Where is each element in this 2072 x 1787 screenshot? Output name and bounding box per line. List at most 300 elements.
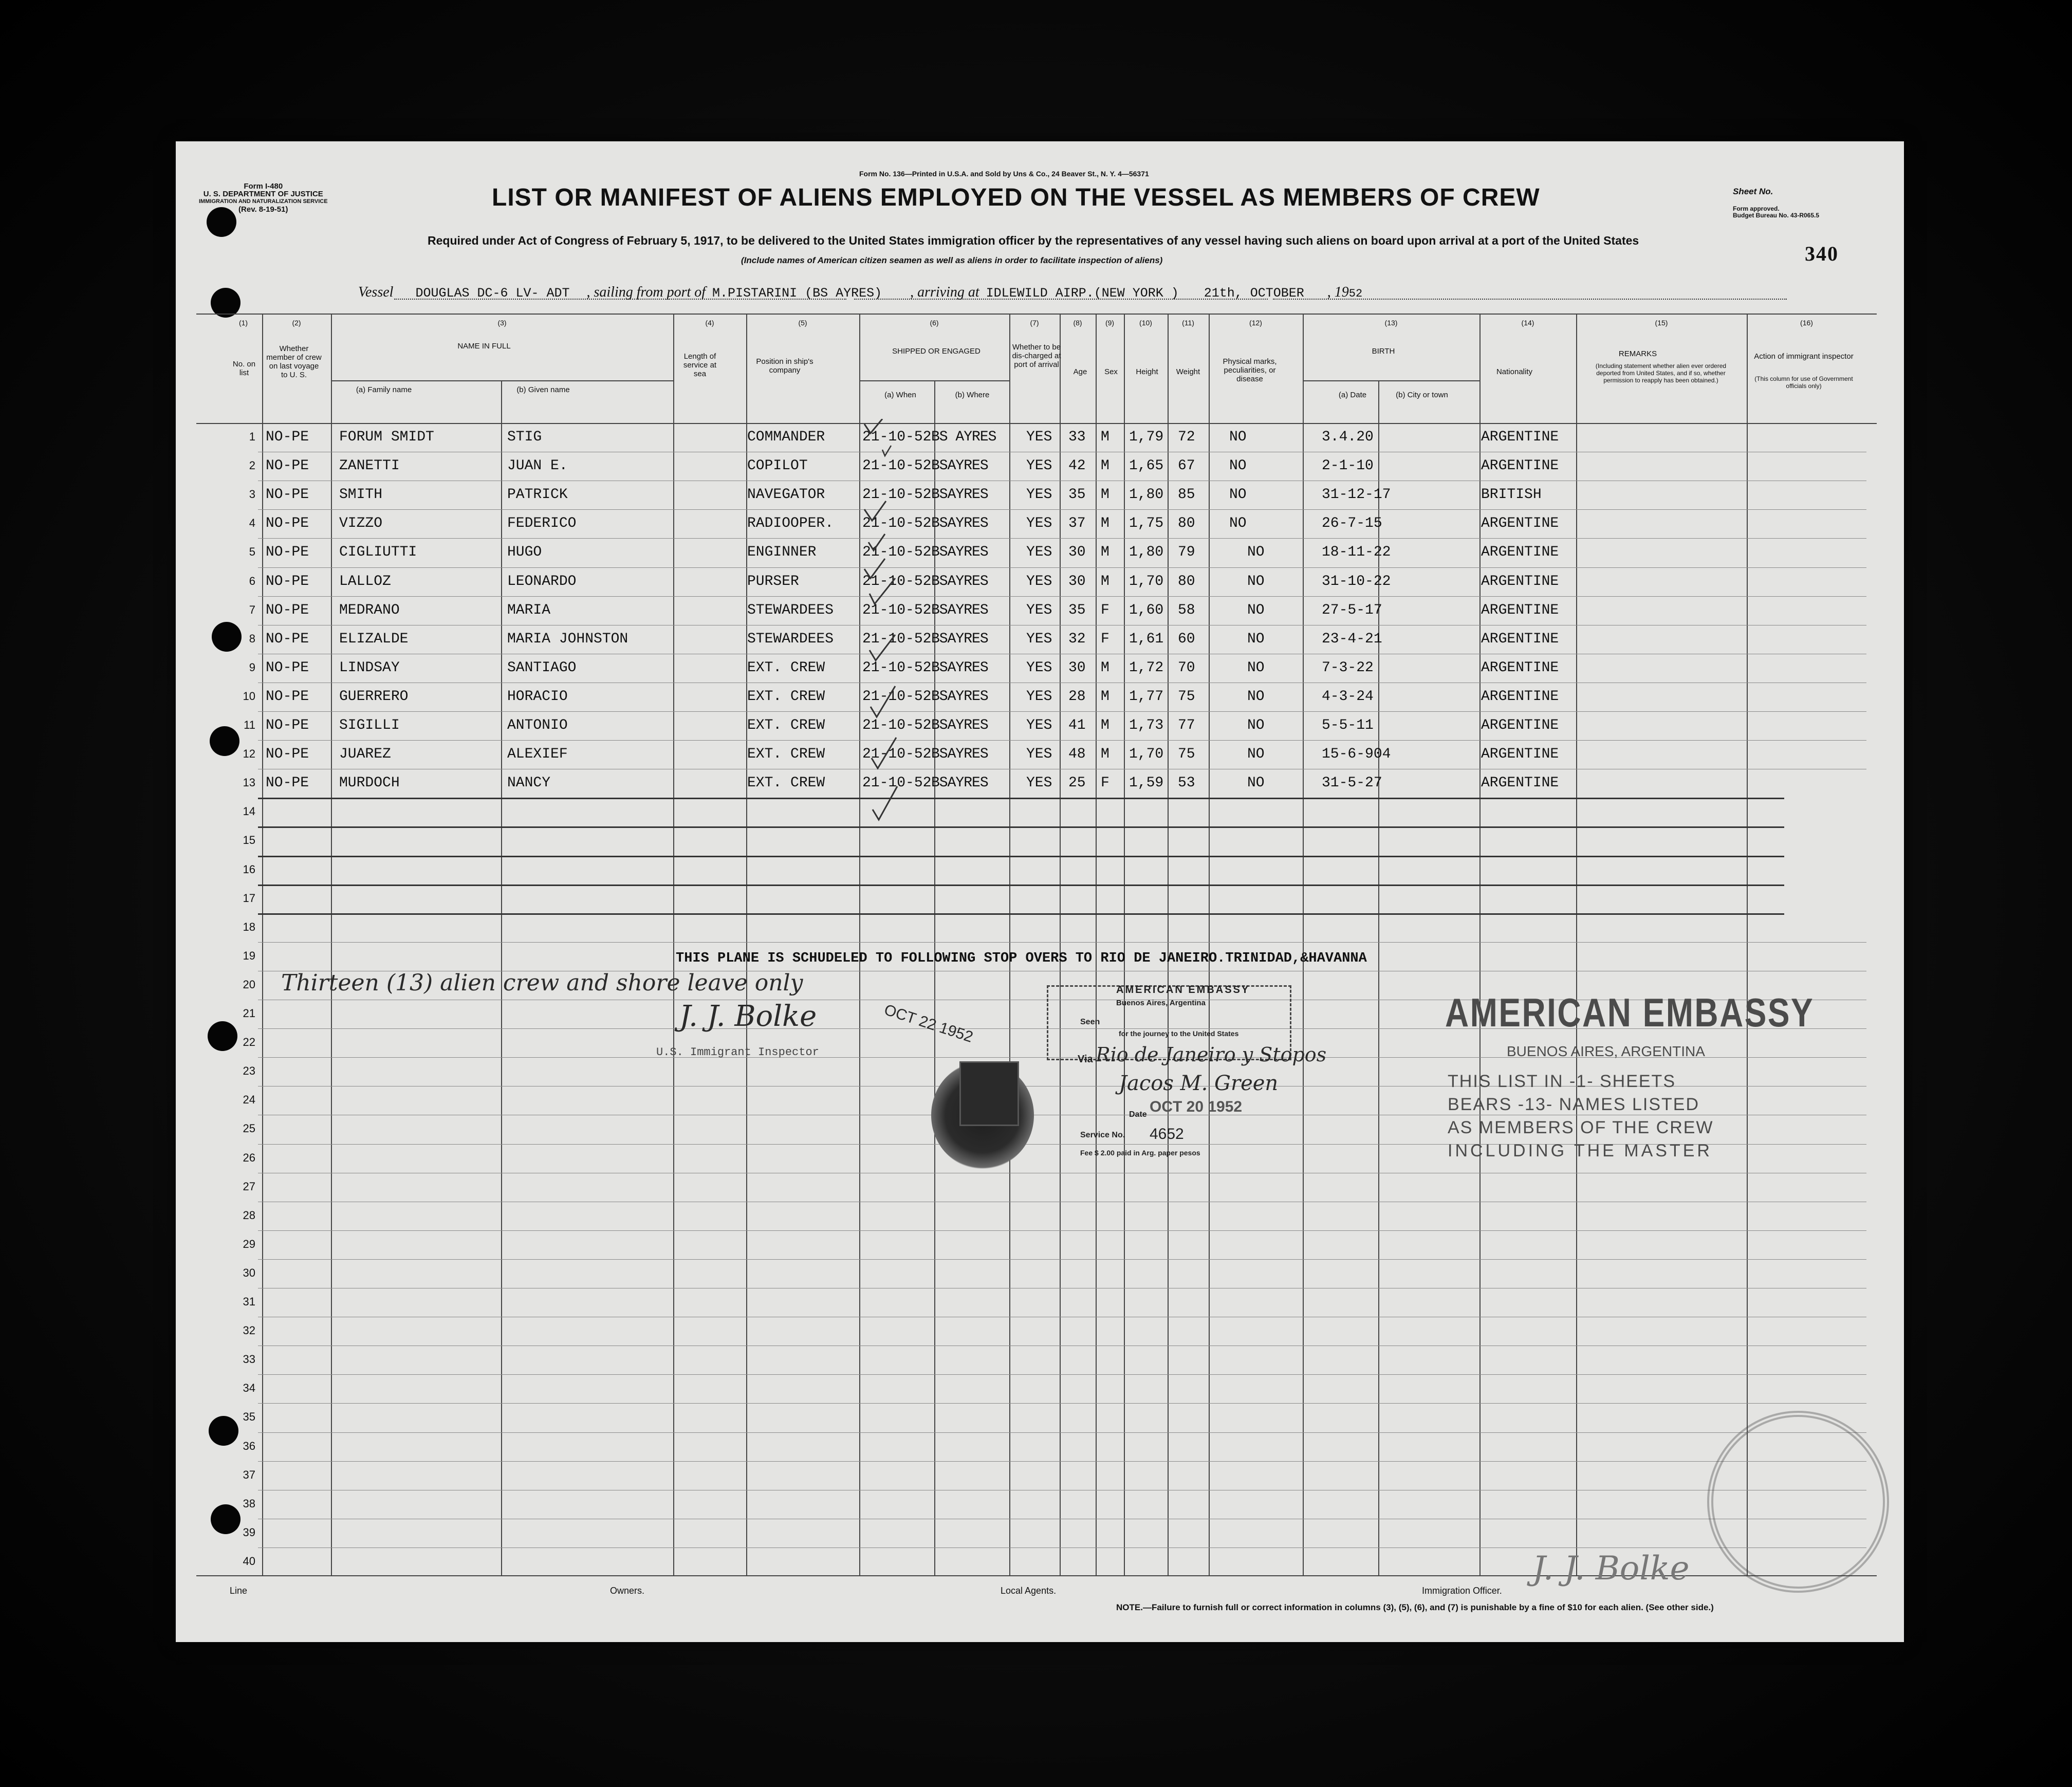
cell-height: 1,60 — [1129, 602, 1164, 618]
budget-number: Budget Bureau No. 43-R065.5 — [1733, 212, 1820, 219]
row-rule — [258, 567, 1866, 568]
service: IMMIGRATION AND NATURALIZATION SERVICE — [199, 198, 328, 205]
cell-weight: 67 — [1178, 458, 1195, 474]
handwritten-note: Thirteen (13) alien crew and shore leave only — [281, 970, 803, 996]
cell-member: NO-PE — [266, 746, 309, 762]
cell-age: 30 — [1068, 544, 1086, 560]
cell-sex: M — [1101, 515, 1109, 531]
footer-owners: Owners. — [610, 1586, 645, 1596]
budget-approval — [1733, 206, 1819, 219]
row-number: 13 — [243, 776, 255, 789]
cell-where: BSAYRES — [931, 746, 988, 762]
cell-disch: YES — [1026, 660, 1052, 676]
cell-sex: M — [1101, 574, 1109, 589]
cell-nationality: ARGENTINE — [1481, 775, 1559, 791]
cell-age: 41 — [1068, 717, 1086, 733]
cell-height: 1,80 — [1129, 544, 1164, 560]
arrival-underline — [1273, 299, 1787, 300]
cell-given: NANCY — [507, 775, 551, 791]
cell-height: 1,61 — [1129, 631, 1164, 647]
cell-given: LEONARDO — [507, 574, 577, 589]
cell-height: 1,65 — [1129, 458, 1164, 474]
column-divider — [1209, 314, 1210, 1575]
cell-dob: 3.4.20 — [1322, 429, 1374, 445]
cell-family: MURDOCH — [339, 775, 400, 791]
cell-where: BSAYRES — [931, 487, 988, 503]
cell-age: 30 — [1068, 574, 1086, 589]
check-mark-icon — [864, 419, 882, 433]
row-number: 11 — [244, 719, 255, 731]
heading-nationality: Nationality — [1496, 367, 1533, 376]
cell-where: BSAYRES — [931, 574, 988, 589]
department: U. S. DEPARTMENT OF JUSTICE — [203, 190, 323, 198]
sheet-number-label: Sheet No. — [1733, 187, 1773, 196]
cell-sex: F — [1101, 775, 1109, 791]
departure-port: M.PISTARINI (BS AYRES) — [712, 286, 882, 301]
cell-given: JUAN E. — [507, 458, 568, 474]
cell-family: SIGILLI — [339, 717, 400, 733]
heading-shipped: SHIPPED OR ENGAGED — [892, 347, 980, 356]
cell-position: NAVEGATOR — [747, 487, 825, 503]
cell-dob: 31-10-22 — [1322, 574, 1391, 589]
inspector-title: U.S. Immigrant Inspector — [656, 1046, 819, 1059]
cell-member: NO-PE — [266, 631, 309, 647]
arriving-label: , arriving at — [910, 284, 979, 300]
cell-weight: 77 — [1178, 717, 1195, 733]
vessel-name: DOUGLAS DC-6 LV- ADT — [415, 286, 570, 301]
cell-member: NO-PE — [266, 515, 309, 531]
cell-age: 35 — [1068, 602, 1086, 618]
column-divider — [262, 314, 263, 1575]
column-divider — [1009, 314, 1010, 1575]
inspector-signature: J. J. Bolke — [679, 1000, 817, 1033]
cell-dob: 31-12-17 — [1322, 487, 1391, 503]
cell-weight: 79 — [1178, 544, 1195, 560]
row-rule — [258, 798, 1784, 799]
cell-family: JUAREZ — [339, 746, 391, 762]
cell-family: MEDRANO — [339, 602, 400, 618]
row-rule — [258, 856, 1784, 857]
cell-member: NO-PE — [266, 458, 309, 474]
cell-sex: M — [1101, 689, 1109, 705]
row-number: 40 — [243, 1555, 255, 1568]
row-number: 38 — [243, 1497, 255, 1510]
cell-dob: 18-11-22 — [1322, 544, 1391, 560]
cell-given: HUGO — [507, 544, 542, 560]
row-number: 19 — [243, 949, 255, 962]
cell-weight: 72 — [1178, 429, 1195, 445]
row-number: 36 — [243, 1440, 255, 1452]
cell-where: BSAYRES — [931, 458, 988, 474]
consular-stamp-city: Buenos Aires, Argentina — [1116, 999, 1206, 1007]
cell-position: COPILOT — [747, 458, 808, 474]
row-number: 5 — [249, 545, 255, 558]
heading-family-name: (a) Family name — [356, 385, 412, 394]
row-number: 1 — [249, 430, 255, 443]
check-marks — [859, 419, 921, 933]
column-number-label: (14) — [1521, 319, 1534, 327]
row-number: 10 — [243, 690, 255, 703]
column-divider — [1747, 314, 1748, 1575]
cell-height: 1,79 — [1129, 429, 1164, 445]
column-number-label: (15) — [1655, 319, 1668, 327]
cell-position: EXT. CREW — [747, 717, 825, 733]
row-number: 8 — [249, 632, 255, 645]
cell-when: 21-10-52 — [862, 602, 932, 618]
table-top-rule — [196, 314, 1877, 315]
cell-nationality: ARGENTINE — [1481, 631, 1559, 647]
cell-when: 21-10-52 — [862, 574, 932, 589]
cell-where: BS AYRES — [931, 429, 996, 445]
include-subtitle: (Include names of American citizen seamen as well as aliens in order to facilitate inspection of aliens) — [741, 255, 1163, 265]
sailing-label: , sailing from port of — [586, 284, 706, 300]
heading-length-service: Length of service at sea — [683, 352, 717, 378]
cell-member: NO-PE — [266, 717, 309, 733]
cell-position: PURSER — [747, 574, 799, 589]
cell-family: LINDSAY — [339, 660, 400, 676]
cell-family: ZANETTI — [339, 458, 400, 474]
cell-given: ANTONIO — [507, 717, 568, 733]
heading-no-on-list: No. on list — [232, 360, 256, 377]
cell-dob: 23-4-21 — [1322, 631, 1382, 647]
consular-stamp-embassy: AMERICAN EMBASSY — [1116, 984, 1250, 996]
cell-disch: YES — [1026, 458, 1052, 474]
cell-sex: M — [1101, 487, 1109, 503]
row-number: 39 — [243, 1526, 255, 1539]
subheader-rule — [1303, 380, 1479, 381]
officer-signature: J. J. Bolke — [1532, 1550, 1690, 1588]
cell-nationality: ARGENTINE — [1481, 429, 1559, 445]
cell-position: STEWARDEES — [747, 631, 834, 647]
printer-line: Form No. 136—Printed in U.S.A. and Sold by Uns & Co., 24 Beaver St., N. Y. 4—56371 — [859, 170, 1149, 178]
cell-nationality: ARGENTINE — [1481, 515, 1559, 531]
cell-marks: NO — [1247, 717, 1265, 733]
cell-given: HORACIO — [507, 689, 568, 705]
row-number: 2 — [249, 459, 255, 472]
cell-height: 1,77 — [1129, 689, 1164, 705]
row-rule — [258, 740, 1866, 741]
consular-service-number: 4652 — [1150, 1126, 1184, 1143]
column-divider — [1096, 314, 1097, 1575]
arrival-date: 21th, OCTOBER — [1204, 286, 1304, 301]
cell-height: 1,80 — [1129, 487, 1164, 503]
cell-sex: M — [1101, 544, 1109, 560]
cell-member: NO-PE — [266, 660, 309, 676]
footer-line: Line — [230, 1586, 248, 1596]
cell-disch: YES — [1026, 602, 1052, 618]
vessel-label: Vessel — [358, 284, 394, 300]
cell-weight: 80 — [1178, 515, 1195, 531]
cell-marks: NO — [1247, 544, 1265, 560]
stopover-note: THIS PLANE IS SCHUDELED TO FOLLOWING STOP OVERS TO RIO DE JANEIRO.TRINIDAD,&HAVANNA — [676, 951, 1367, 966]
cell-nationality: ARGENTINE — [1481, 458, 1559, 474]
row-number: 16 — [243, 863, 255, 876]
cell-sex: M — [1101, 660, 1109, 676]
cell-where: BSAYRES — [931, 717, 988, 733]
column-divider — [1576, 314, 1577, 1575]
consular-signature: Jacos M. Green — [1119, 1072, 1279, 1095]
cell-nationality: ARGENTINE — [1481, 689, 1559, 705]
arrival-port: IDLEWILD AIRP.(NEW YORK ) — [986, 286, 1179, 301]
consular-stamp-seen: Seen — [1080, 1018, 1100, 1026]
row-number: 26 — [243, 1151, 255, 1164]
row-number: 17 — [243, 892, 255, 905]
heading-birth-date: (a) Date — [1338, 391, 1367, 399]
cell-family: VIZZO — [339, 515, 383, 531]
row-number: 3 — [249, 488, 255, 501]
cell-when: 21-10-52 — [862, 746, 932, 762]
cell-age: 32 — [1068, 631, 1086, 647]
consular-stamp-date-label: Date — [1129, 1110, 1147, 1119]
cell-disch: YES — [1026, 515, 1052, 531]
consular-fee: Fee $ 2.00 paid in Arg. paper pesos — [1080, 1149, 1200, 1157]
page-title: LIST OR MANIFEST OF ALIENS EMPLOYED ON THE VESSEL AS MEMBERS OF CREW — [492, 184, 1540, 211]
subheader-rule — [859, 380, 1009, 381]
cell-age: 42 — [1068, 458, 1086, 474]
embassy-stamp-line1: THIS LIST IN -1- SHEETS — [1448, 1072, 1676, 1091]
cell-nationality: ARGENTINE — [1481, 660, 1559, 676]
row-number: 27 — [243, 1180, 255, 1193]
cell-marks: NO — [1229, 515, 1247, 531]
cell-height: 1,73 — [1129, 717, 1164, 733]
row-rule — [258, 1461, 1866, 1462]
column-number-label: (6) — [930, 319, 939, 327]
embassy-seal — [1707, 1411, 1889, 1593]
cell-member: NO-PE — [266, 544, 309, 560]
cell-age: 33 — [1068, 429, 1086, 445]
year-prefix: , 19 — [1327, 284, 1349, 300]
cell-nationality: ARGENTINE — [1481, 746, 1559, 762]
column-number-label: (16) — [1800, 319, 1813, 327]
check-mark-icon — [864, 501, 886, 521]
cell-when: 21-10-52 — [862, 689, 932, 705]
row-number: 33 — [243, 1353, 255, 1366]
column-number-label: (11) — [1182, 319, 1194, 327]
cell-nationality: ARGENTINE — [1481, 574, 1559, 589]
subheader-rule — [331, 380, 673, 381]
row-rule — [258, 1230, 1866, 1231]
column-divider — [331, 314, 332, 1575]
cell-position: EXT. CREW — [747, 660, 825, 676]
check-mark-icon — [868, 534, 885, 550]
check-mark-icon — [882, 446, 891, 456]
cell-marks: NO — [1247, 660, 1265, 676]
cell-member: NO-PE — [266, 429, 309, 445]
revision: (Rev. 8-19-51) — [238, 205, 288, 214]
row-number: 35 — [243, 1410, 255, 1423]
heading-whether-member: Whether member of crew on last voyage to U. S. — [266, 344, 322, 379]
cell-where: BSAYRES — [931, 775, 988, 791]
cell-marks: NO — [1247, 574, 1265, 589]
cell-family: GUERRERO — [339, 689, 409, 705]
heading-physical: Physical marks, peculiarities, or disease — [1223, 357, 1277, 383]
row-number: 12 — [243, 747, 255, 760]
cell-when: 21-10-52 — [862, 544, 932, 560]
consular-stamp-journey: for the journey to the United States — [1119, 1029, 1239, 1038]
cell-age: 48 — [1068, 746, 1086, 762]
column-number-label: (9) — [1105, 319, 1115, 327]
column-divider — [746, 314, 747, 1575]
row-rule — [258, 913, 1784, 915]
cell-family: SMITH — [339, 487, 383, 503]
embassy-stamp-line2: BEARS -13- NAMES LISTED — [1448, 1095, 1700, 1114]
heading-birth: BIRTH — [1372, 347, 1395, 356]
row-rule — [258, 1403, 1866, 1404]
row-rule — [258, 826, 1784, 828]
row-number: 22 — [243, 1036, 255, 1048]
cell-age: 25 — [1068, 775, 1086, 791]
cell-where: BSAYRES — [931, 631, 988, 647]
row-rule — [258, 509, 1866, 510]
cell-sex: F — [1101, 631, 1109, 647]
cell-disch: YES — [1026, 717, 1052, 733]
cell-given: SANTIAGO — [507, 660, 577, 676]
cell-weight: 85 — [1178, 487, 1195, 503]
heading-age: Age — [1073, 367, 1087, 376]
inspector-date-stamp: OCT 22 1952 — [882, 1001, 975, 1046]
row-rule — [258, 596, 1866, 597]
embassy-stamp-line4: INCLUDING THE MASTER — [1448, 1141, 1712, 1160]
row-number: 28 — [243, 1209, 255, 1222]
cell-dob: 26-7-15 — [1322, 515, 1382, 531]
form-id: Form I-480 — [244, 182, 283, 191]
heading-birth-city: (b) City or town — [1396, 391, 1448, 399]
cell-height: 1,70 — [1129, 574, 1164, 589]
vessel-underline — [394, 299, 846, 300]
row-number: 32 — [243, 1324, 255, 1337]
row-number: 4 — [249, 517, 255, 529]
cell-given: ALEXIEF — [507, 746, 568, 762]
footer-officer: Immigration Officer. — [1422, 1586, 1502, 1596]
cell-where: BSAYRES — [931, 689, 988, 705]
cell-dob: 15-6-904 — [1322, 746, 1391, 762]
cell-given: STIG — [507, 429, 542, 445]
form-identification — [199, 182, 328, 213]
consular-service-label: Service No. — [1080, 1131, 1125, 1139]
cell-sex: M — [1101, 458, 1109, 474]
cell-age: 30 — [1068, 660, 1086, 676]
column-divider — [1479, 314, 1481, 1575]
cell-height: 1,70 — [1129, 746, 1164, 762]
embassy-stamp-title: AMERICAN EMBASSY — [1445, 990, 1815, 1035]
cell-member: NO-PE — [266, 574, 309, 589]
row-rule — [258, 885, 1784, 886]
cell-disch: YES — [1026, 631, 1052, 647]
row-number: 29 — [243, 1238, 255, 1250]
cell-marks: NO — [1247, 689, 1265, 705]
heading-remarks: REMARKS — [1618, 349, 1657, 358]
row-number: 20 — [243, 978, 255, 991]
heading-weight: Weight — [1176, 367, 1200, 376]
cell-position: EXT. CREW — [747, 689, 825, 705]
cell-sex: F — [1101, 602, 1109, 618]
row-number: 18 — [243, 920, 255, 933]
embassy-stamp-city: BUENOS AIRES, ARGENTINA — [1507, 1043, 1705, 1059]
cell-marks: NO — [1247, 775, 1265, 791]
heading-height: Height — [1136, 367, 1158, 376]
cell-family: FORUM SMIDT — [339, 429, 434, 445]
check-mark-icon — [869, 578, 895, 604]
row-number: 23 — [243, 1064, 255, 1077]
row-rule — [258, 538, 1866, 539]
heading-sex: Sex — [1104, 367, 1118, 376]
row-rule — [258, 1259, 1866, 1260]
cell-age: 37 — [1068, 515, 1086, 531]
cell-given: MARIA JOHNSTON — [507, 631, 628, 647]
cell-nationality: ARGENTINE — [1481, 544, 1559, 560]
cell-nationality: BRITISH — [1481, 487, 1542, 503]
port-underline — [854, 299, 1268, 300]
column-number-label: (10) — [1139, 319, 1152, 327]
consular-route: Rio de Janeiro y Stopos — [1096, 1043, 1327, 1066]
cell-nationality: ARGENTINE — [1481, 717, 1559, 733]
check-mark-icon — [864, 559, 885, 578]
cell-position: RADIOOPER. — [747, 515, 834, 531]
heading-when: (a) When — [884, 391, 916, 399]
manifest-sheet — [176, 141, 1904, 1642]
check-mark-icon — [873, 786, 897, 820]
stamped-number: 340 — [1805, 242, 1839, 265]
cell-member: NO-PE — [266, 487, 309, 503]
cell-marks: NO — [1229, 487, 1247, 503]
cell-marks: NO — [1247, 631, 1265, 647]
cell-given: FEDERICO — [507, 515, 577, 531]
column-divider — [1168, 314, 1169, 1575]
cell-dob: 7-3-22 — [1322, 660, 1374, 676]
row-number: 24 — [243, 1093, 255, 1106]
cell-weight: 58 — [1178, 602, 1195, 618]
check-mark-icon — [872, 738, 896, 768]
column-number-label: (13) — [1384, 319, 1398, 327]
cell-when: 21-10-52 — [862, 717, 932, 733]
row-rule — [258, 942, 1866, 943]
row-number: 9 — [249, 661, 255, 674]
heading-remarks-sub: (Including statement whether alien ever ordered deported from United States, and if so, whether permission to reapply has been obtained.) — [1595, 362, 1727, 384]
cell-dob: 4-3-24 — [1322, 689, 1374, 705]
column-divider — [1303, 314, 1304, 1575]
cell-when: 21-10-52 — [862, 660, 932, 676]
column-number-label: (8) — [1073, 319, 1082, 327]
cell-disch: YES — [1026, 689, 1052, 705]
cell-weight: 53 — [1178, 775, 1195, 791]
cell-given: PATRICK — [507, 487, 568, 503]
cell-where: BSAYRES — [931, 544, 988, 560]
heading-action: Action of immigrant inspector — [1754, 352, 1854, 361]
cell-height: 1,75 — [1129, 515, 1164, 531]
column-divider — [1124, 314, 1125, 1575]
cell-sex: M — [1101, 717, 1109, 733]
cell-sex: M — [1101, 746, 1109, 762]
cell-member: NO-PE — [266, 689, 309, 705]
cell-dob: 31-5-27 — [1322, 775, 1382, 791]
act-subtitle: Required under Act of Congress of February 5, 1917, to be delivered to the United States immigration officer by the representatives of any vessel having such aliens on board upon arrival at a port of the United States — [428, 234, 1639, 247]
row-rule — [258, 1432, 1866, 1433]
heading-action-sub: (This column for use of Government officials only) — [1754, 375, 1853, 390]
row-rule — [258, 1374, 1866, 1375]
column-number-label: (2) — [292, 319, 301, 327]
cell-when: 21-10-52 — [862, 631, 932, 647]
cell-age: 35 — [1068, 487, 1086, 503]
cell-disch: YES — [1026, 775, 1052, 791]
cell-disch: YES — [1026, 487, 1052, 503]
row-number: 30 — [243, 1266, 255, 1279]
cell-height: 1,59 — [1129, 775, 1164, 791]
row-number: 34 — [243, 1381, 255, 1394]
cell-dob: 2-1-10 — [1322, 458, 1374, 474]
cell-family: CIGLIUTTI — [339, 544, 417, 560]
cell-disch: YES — [1026, 544, 1052, 560]
row-number: 15 — [243, 834, 255, 846]
